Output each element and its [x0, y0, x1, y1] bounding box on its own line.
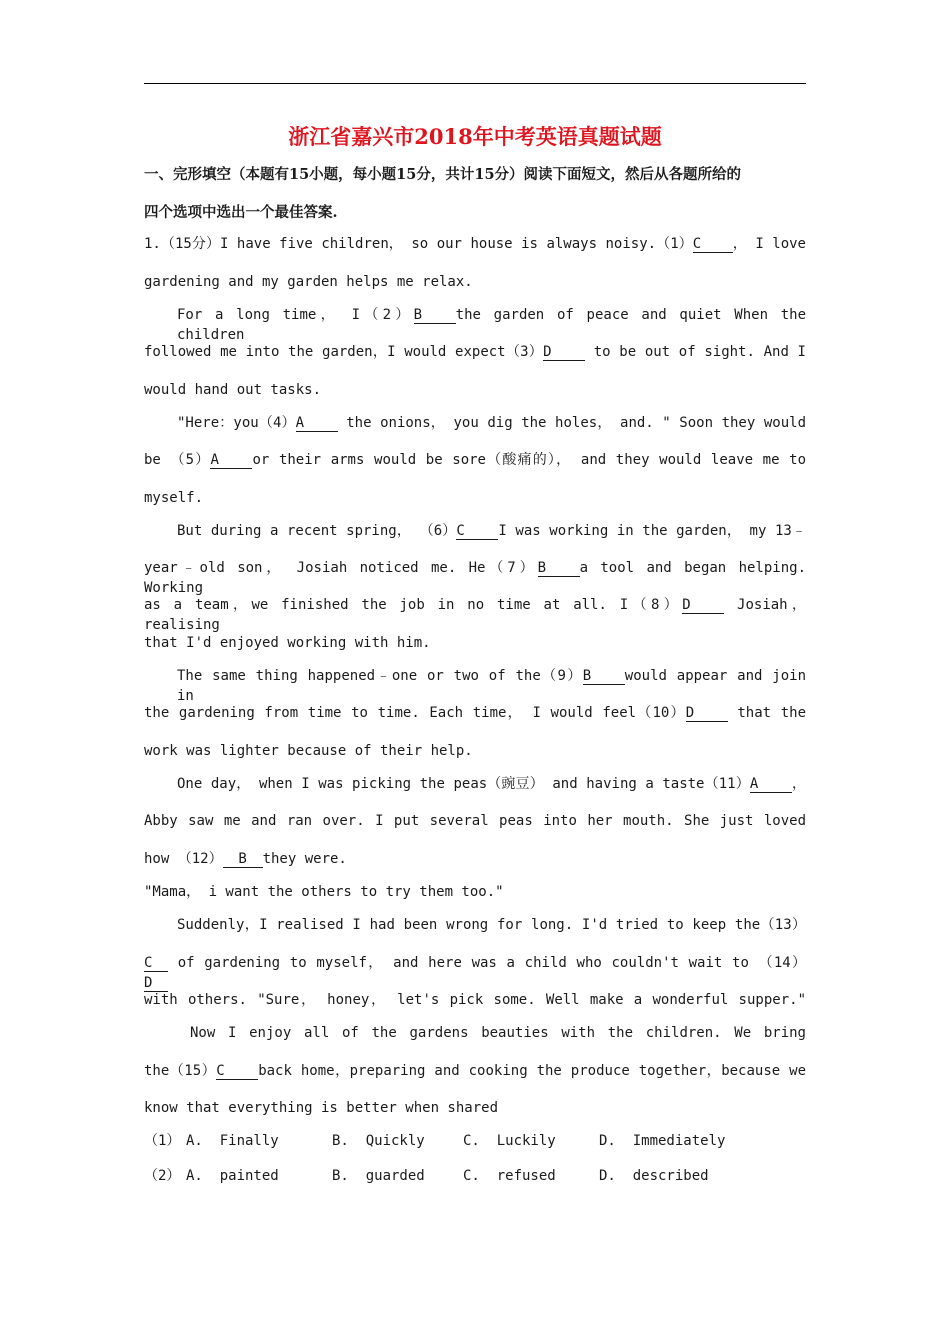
answer-blank: A [750, 776, 792, 793]
option-number: （1） [144, 1133, 181, 1149]
header-rule [144, 83, 806, 84]
passage-line: The same thing happened﹣one or two of the（9）B would appear and join in [177, 668, 807, 704]
answer-blank: D [686, 705, 728, 722]
option-c: C. refused [463, 1168, 556, 1184]
answer-blank: D [144, 975, 168, 992]
answer-blank: B [583, 668, 625, 685]
passage-line: "Mama， i want the others to try them too." [144, 884, 504, 900]
answer-blank: B [223, 851, 263, 868]
passage-line: work was lighter because of their help. [144, 743, 473, 759]
passage-line: the（15）C back home，preparing and cooking the produce together，because we [144, 1063, 806, 1079]
passage-line: But during a recent spring， （6）C I was working in the garden， my 13﹣ [177, 523, 806, 539]
answer-blank: B [538, 560, 580, 577]
option-a: A. Finally [186, 1133, 279, 1149]
answer-blank: C [144, 955, 168, 972]
answer-blank: A [296, 415, 338, 432]
section-heading-line-1: 一、完形填空（本题有15小题，每小题15分，共计15分）阅读下面短文，然后从各题所给的 [144, 166, 742, 183]
answer-blank: C [693, 236, 733, 253]
passage-line: how （12） B they were. [144, 851, 347, 867]
passage-line: that I'd enjoyed working with him. [144, 635, 431, 651]
passage-line: year﹣old son， Josiah noticed me. He（7）B a tool and began helping. Working [144, 560, 807, 596]
option-b: B. Quickly [332, 1133, 425, 1149]
passage-line: Abby saw me and ran over. I put several peas into her mouth. She just loved [144, 813, 806, 829]
option-d: D. described [599, 1168, 709, 1184]
section-heading-line-2: 四个选项中选出一个最佳答案. [144, 204, 338, 221]
passage-line: "Here：you（4）A the onions， you dig the holes， and. " Soon they would [177, 415, 806, 431]
passage-line: be （5）A or their arms would be sore（酸痛的）， and they would leave me to [144, 452, 806, 468]
passage-line: Suddenly，I realised I had been wrong for long. I'd tried to keep the（13） [177, 917, 806, 933]
passage-line: C of gardening to myself， and here was a child who couldn't wait to （14）D [144, 955, 806, 991]
answer-blank: B [414, 307, 456, 324]
option-b: B. guarded [332, 1168, 425, 1184]
option-a: A. painted [186, 1168, 279, 1184]
passage-line: 1.（15分）I have five children， so our house is always noisy.（1）C ， I love [144, 236, 806, 252]
option-number: （2） [144, 1168, 181, 1184]
passage-line: know that everything is better when shared [144, 1100, 499, 1116]
passage-line: myself. [144, 490, 204, 506]
answer-blank: C [216, 1063, 258, 1080]
answer-blank: C [456, 523, 498, 540]
passage-line: the gardening from time to time. Each time， I would feel（10）D that the [144, 705, 807, 721]
answer-blank: D [682, 597, 724, 614]
passage-line: gardening and my garden helps me relax. [144, 274, 473, 290]
passage-line: would hand out tasks. [144, 382, 322, 398]
passage-line: as a team，we finished the job in no time at all. I（8）D Josiah， realising [144, 597, 806, 633]
page-title: 浙江省嘉兴市2018年中考英语真题试题 [288, 124, 662, 149]
passage-line: For a long time， I（2）B the garden of peace and quiet When the children [177, 307, 806, 343]
answer-blank: A [210, 452, 252, 469]
passage-line: with others. "Sure， honey， let's pick some. Well make a wonderful supper." [144, 992, 806, 1008]
option-c: C. Luckily [463, 1133, 556, 1149]
passage-line: followed me into the garden，I would expect（3）D to be out of sight. And I [144, 344, 806, 360]
passage-line: One day， when I was picking the peas（豌豆） and having a taste（11）A ， [177, 776, 807, 792]
option-d: D. Immediately [599, 1133, 726, 1149]
passage-line: Now I enjoy all of the gardens beauties with the children. We bring [190, 1025, 806, 1041]
answer-blank: D [543, 344, 585, 361]
